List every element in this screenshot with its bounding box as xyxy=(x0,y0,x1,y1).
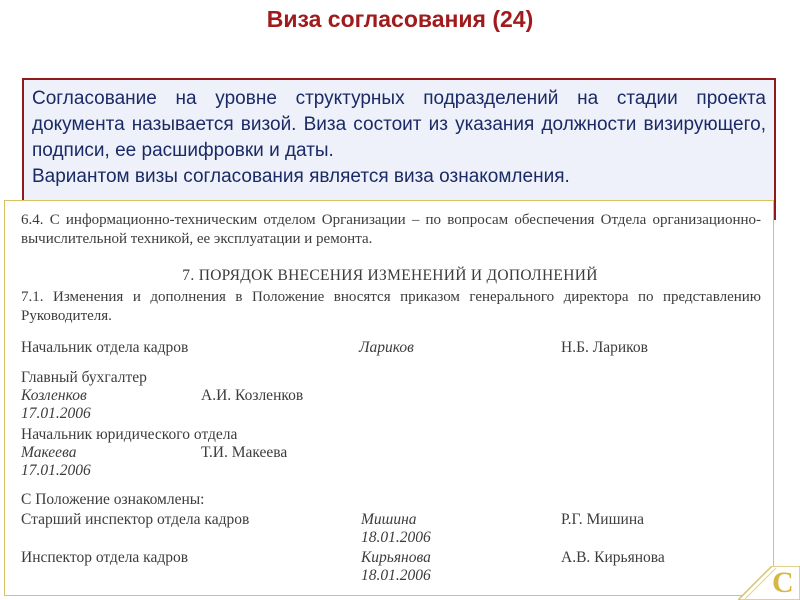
definition-variant-text: Вариантом визы согласования является виза ознакомления. xyxy=(32,166,570,187)
inspector-name: А.В. Кирьянова xyxy=(561,549,665,566)
corner-letter: С xyxy=(772,566,794,599)
document-excerpt xyxy=(4,200,774,596)
section-7-heading: 7. ПОРЯДОК ВНЕСЕНИЯ ИЗМЕНЕНИЙ И ДОПОЛНЕНИЙ xyxy=(182,267,598,284)
hr-head-signature: Лариков xyxy=(359,339,414,356)
chief-accountant-name: А.И. Козленков xyxy=(201,387,304,404)
legal-head-signature: Макеева xyxy=(21,444,77,461)
legal-head-name: Т.И. Макеева xyxy=(201,444,288,461)
senior-inspector-position: Старший инспектор отдела кадров xyxy=(21,511,250,528)
clause-7-1: 7.1. Изменения и дополнения в Положение вносятся приказом генерального директора по представлению Руководителя. xyxy=(21,289,761,324)
definition-text: Согласование на уровне структурных подразделений на стадии проекта документа называется визой. Виза состоит из указания должности визирующего, подписи, ее расшифровки и даты. xyxy=(32,88,766,161)
chief-accountant-position: Главный бухгалтер xyxy=(21,369,147,386)
chief-accountant-date: 17.01.2006 xyxy=(21,405,91,422)
definition-box xyxy=(22,78,776,220)
inspector-signature: Кирьянова xyxy=(361,549,431,566)
slide-title: Виза согласования (24) xyxy=(266,6,534,32)
hr-head-position: Начальник отдела кадров xyxy=(21,339,189,356)
acquainted-label: С Положение ознакомлены: xyxy=(21,491,205,508)
clause-6-4: 6.4. С информационно-техническим отделом Организации – по вопросам обеспечения Отдела организационно-вычислительной техникой, ее эксплуатации и ремонта. xyxy=(21,212,761,247)
chief-accountant-signature: Козленков xyxy=(21,387,87,404)
senior-inspector-signature: Мишина xyxy=(361,511,417,528)
inspector-position: Инспектор отдела кадров xyxy=(21,549,189,566)
hr-head-name: Н.Б. Лариков xyxy=(561,339,648,356)
inspector-date: 18.01.2006 xyxy=(361,567,431,584)
legal-head-date: 17.01.2006 xyxy=(21,462,91,479)
legal-head-position: Начальник юридического отдела xyxy=(21,426,238,443)
senior-inspector-name: Р.Г. Мишина xyxy=(561,511,645,528)
senior-inspector-date: 18.01.2006 xyxy=(361,529,431,546)
